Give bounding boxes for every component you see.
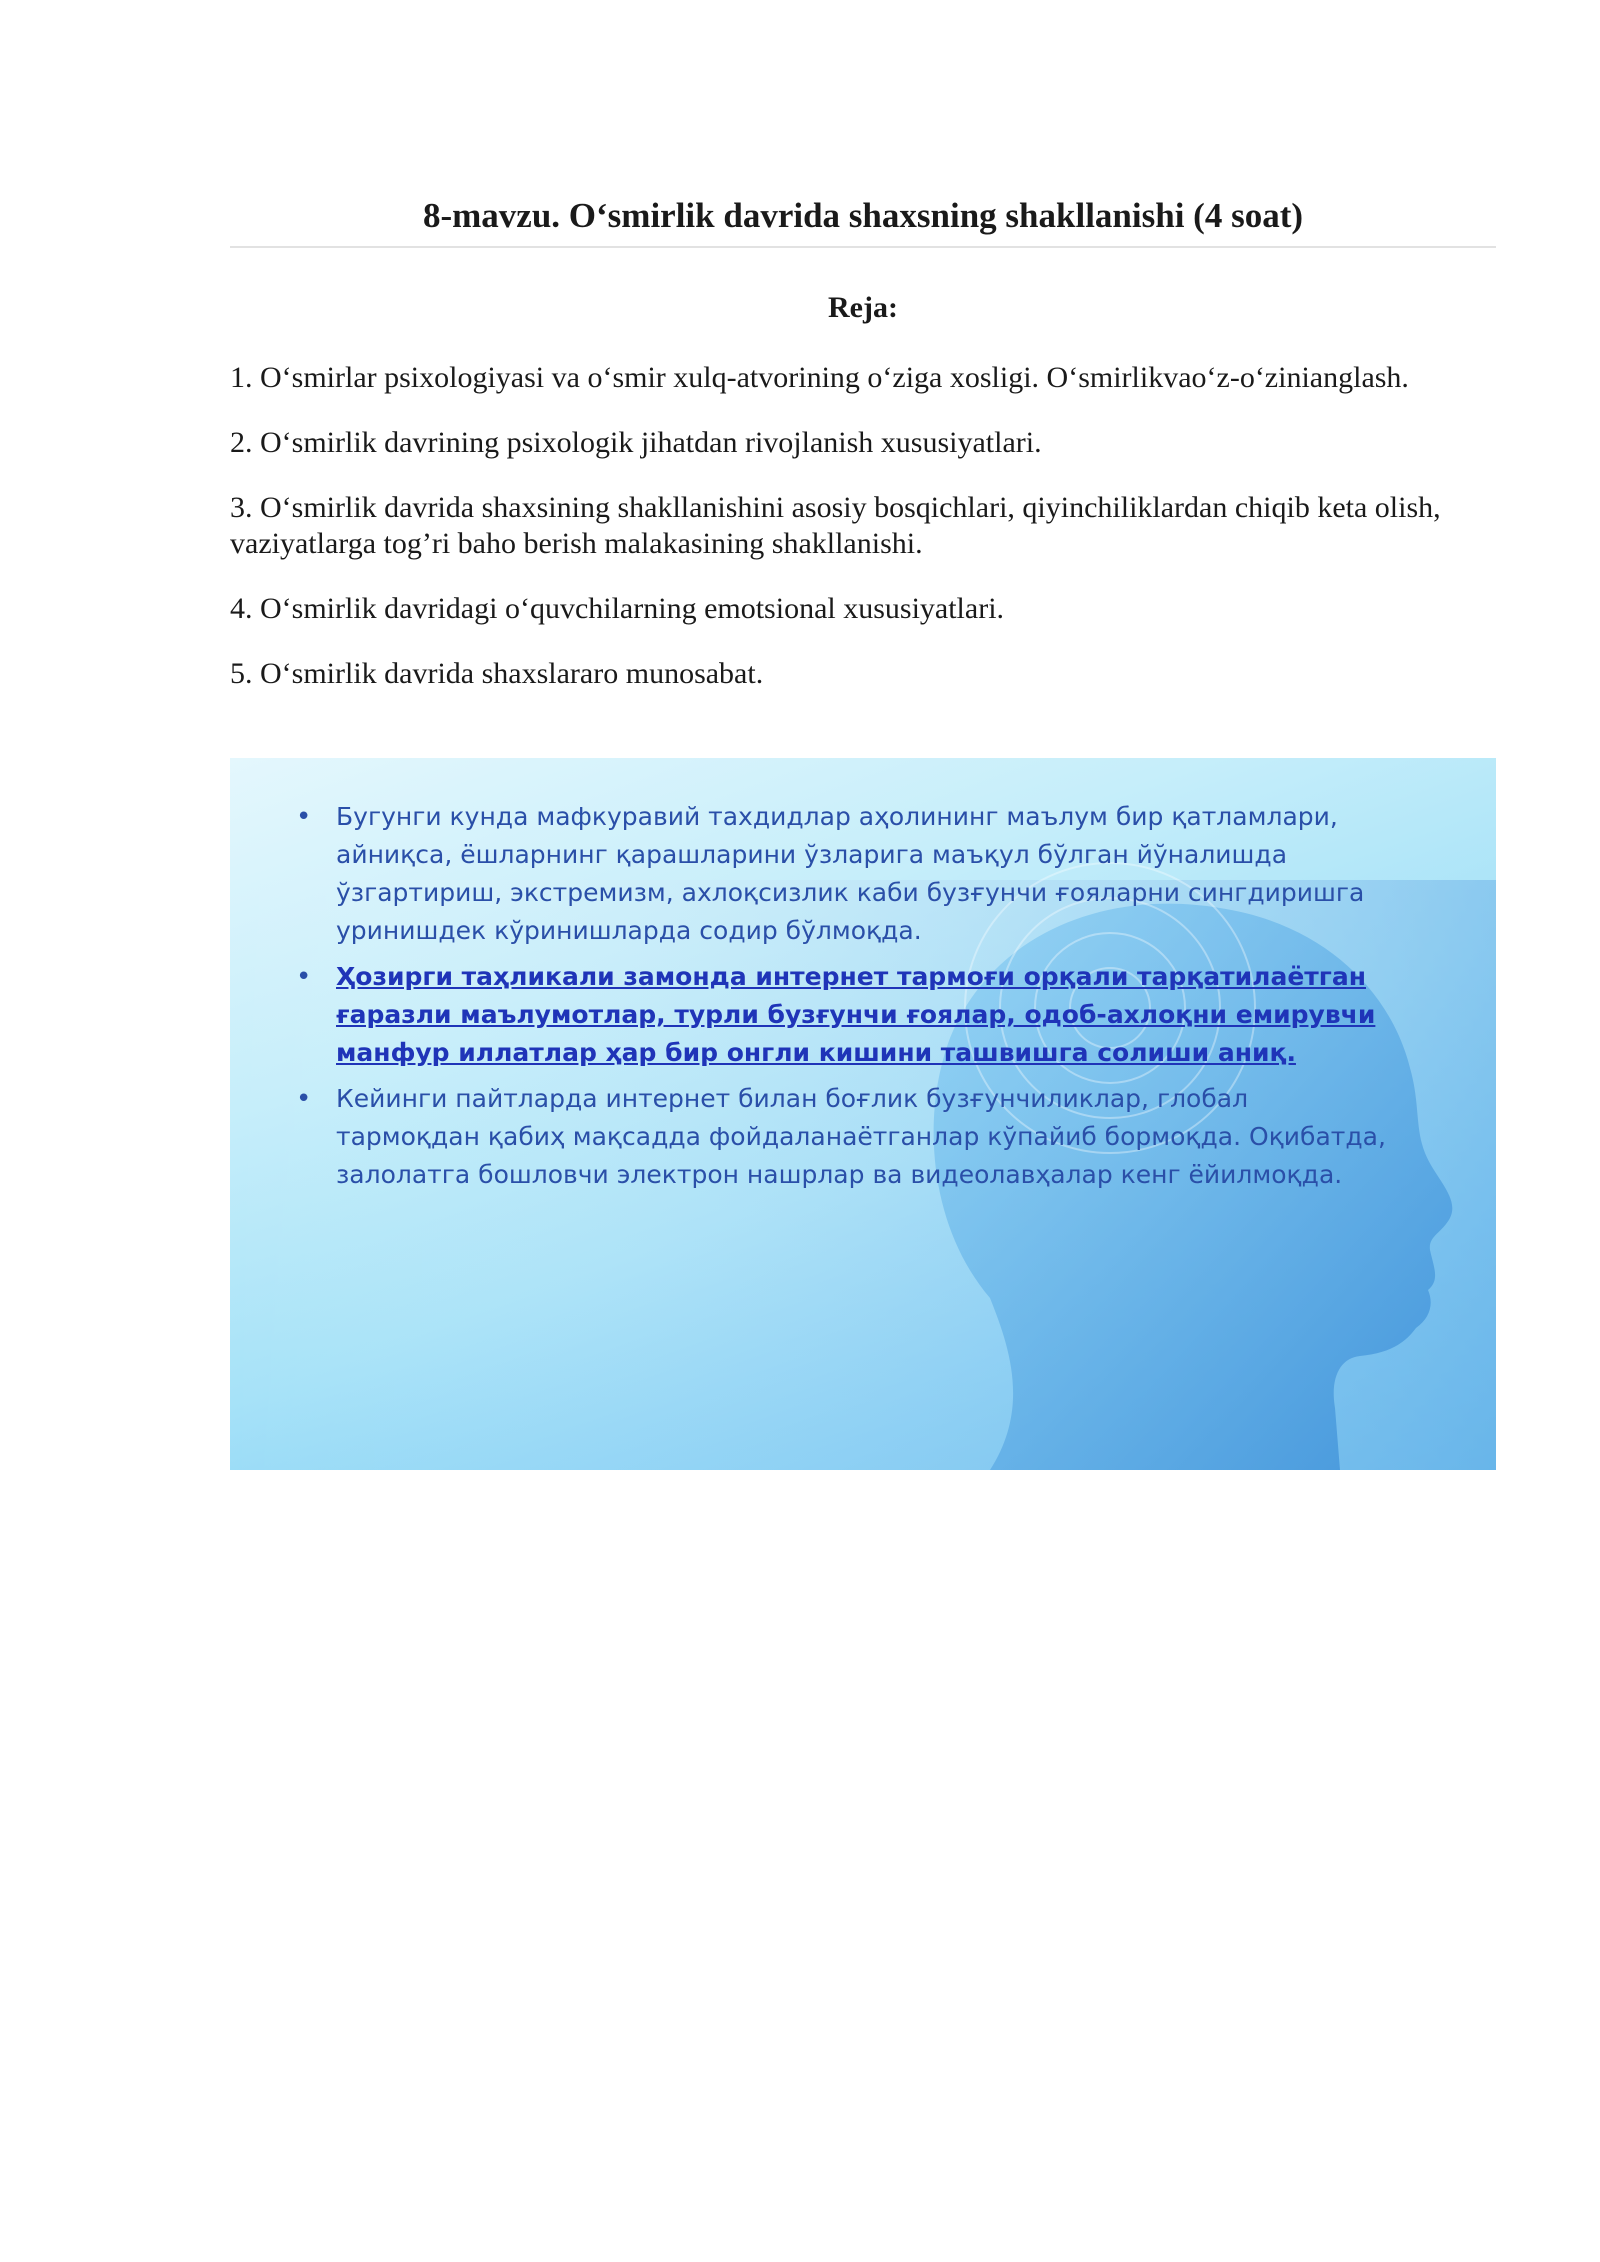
plan-item-4: 4. O‘smirlik davridagi o‘quvchilarning emotsional xususiyatlari. [230,592,1005,625]
slide-bullet-3 [296,1080,1396,1194]
bullet-dot-2: • [296,962,312,992]
plan-item-2: 2. O‘smirlik davrining psixologik jihatdan rivojlanish xususiyatlari. [230,426,1042,459]
page-title: 8-mavzu. O‘smirlik davrida shaxsning shakllanishi (4 soat) [422,196,1304,235]
plan-item-3: 3. O‘smirlik davrida shaxsining shakllanishini asosiy bosqichlari, qiyinchiliklardan chiqib keta olish, vaziyatlarga tog’ri baho berish malakasining shakllanishi. [230,491,1441,560]
slide-image [230,758,1496,1470]
plan-heading: Reja: [828,291,898,324]
bullet-dot-1: • [296,802,312,832]
plan-item-1: 1. O‘smirlar psixologiyasi va o‘smir xulq-atvorining o‘ziga xosligi. O‘smirlikvao‘z-o‘zinianglash. [230,361,1409,394]
slide-bullet-3-text: Кейинги пайтларда интернет билан боғлик бузғунчиликлар, глобал тармоқдан қабиҳ мақсадда фойдаланаётганлар кўпайиб бормоқда. Оқибатда, залолатга бошловчи электрон нашрлар ва видеолавҳалар кенг ёйилмоқда. [336,1084,1386,1189]
bullet-dot-3: • [296,1084,312,1114]
title-divider [230,246,1496,248]
slide-bullet-2 [296,958,1396,1072]
slide-bullet-list [296,798,1396,1202]
slide-bullet-2-text: Ҳозирги таҳликали замонда интернет тармоғи орқали тарқатилаётган ғаразли маълумотлар, турли бузғунчи ғоялар, одоб-ахлоқни емирувчи манфур иллатлар ҳар бир онгли кишини ташвишга солиши аниқ. [336,962,1376,1067]
plan-list [230,360,1496,721]
plan-item-5: 5. O‘smirlik davrida shaxslararo munosabat. [230,657,764,690]
slide-bullet-1 [296,798,1396,950]
slide-bullet-1-text: Бугунги кунда мафкуравий тахдидлар аҳолининг маълум бир қатламлари, айниқса, ёшларнинг қарашларини ўзларига маъқул бўлган йўналишда ўзгартириш, экстремизм, ахлоқсизлик каби бузғунчи ғояларни сингдиришга уринишдек кўринишларда содир бўлмоқда. [336,802,1365,945]
